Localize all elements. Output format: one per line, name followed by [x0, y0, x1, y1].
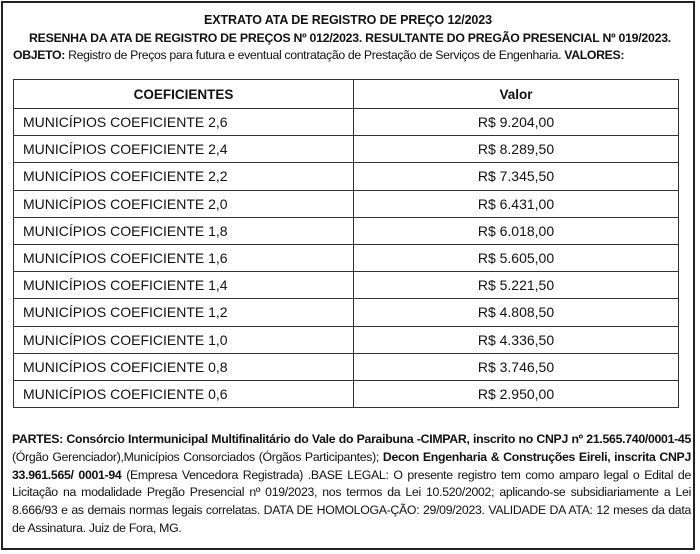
table-row [14, 326, 679, 353]
partes-consorcio: PARTES: Consórcio Intermunicipal Multifinalitário do Vale do Paraibuna -CIMPAR, inscrito no CNPJ nº 21.565.740/0001-45 [12, 432, 691, 446]
valor-cell: R$ 5.605,00 [354, 244, 679, 271]
table-row [14, 136, 679, 163]
table-row [14, 163, 679, 190]
coef-cell: MUNICÍPIOS COEFICIENTE 2,4 [14, 136, 354, 163]
coef-cell: MUNICÍPIOS COEFICIENTE 2,6 [14, 109, 354, 136]
objeto-text: Registro de Preços para futura e eventual contratação de Prestação de Serviços de Engenharia. [65, 48, 565, 62]
valor-cell: R$ 3.746,50 [354, 353, 679, 380]
table-row [14, 244, 679, 271]
coefficients-table [13, 79, 679, 408]
table-row [14, 272, 679, 299]
objeto-line [13, 48, 687, 62]
objeto-label: OBJETO: [13, 48, 65, 62]
coef-cell: MUNICÍPIOS COEFICIENTE 0,8 [14, 353, 354, 380]
valor-cell: R$ 6.018,00 [354, 217, 679, 244]
valor-cell: R$ 4.808,50 [354, 299, 679, 326]
table-row [14, 190, 679, 217]
table-row [14, 353, 679, 380]
partes-text-1: (Órgão Gerenciador),Municípios Consorciados (Órgãos Participantes); [12, 449, 383, 464]
coef-cell: MUNICÍPIOS COEFICIENTE 0,6 [14, 380, 354, 407]
table-row [14, 109, 679, 136]
valor-cell: R$ 7.345,50 [354, 163, 679, 190]
valor-cell: R$ 2.950,00 [354, 380, 679, 407]
partes-empresa: Decon Engenharia & Construções Eireli, inscrita CNPJ 33.961.565/ 0001-94 [12, 449, 691, 482]
valor-cell: R$ 6.431,00 [354, 190, 679, 217]
partes-text-2: (Empresa Vencedora Registrada) .BASE LEGAL: O presente registro tem como amparo legal o Edital de Licitação na modalidade Pregão Presencial nº 019/2023, nos termos da Lei 10.520/2002; aplicando-se subsidiariamente a Lei 8.666/93 e as demais normas legais correlatas. DATA DE HOMOLOGA-ÇÃO: 29/09/2023. VALIDADE DA ATA: 12 meses da data de Assinatura. Juiz de Fora, MG. [12, 467, 691, 535]
coef-cell: MUNICÍPIOS COEFICIENTE 1,0 [14, 326, 354, 353]
document-title: EXTRATO ATA DE REGISTRO DE PREÇO 12/2023 [204, 13, 492, 27]
column-header-valor: Valor [354, 80, 679, 109]
valor-cell: R$ 4.336,50 [354, 326, 679, 353]
coef-cell: MUNICÍPIOS COEFICIENTE 1,8 [14, 217, 354, 244]
table-row [14, 299, 679, 326]
column-header-coeficientes: COEFICIENTES [14, 80, 354, 109]
coef-cell: MUNICÍPIOS COEFICIENTE 2,0 [14, 190, 354, 217]
coef-cell: MUNICÍPIOS COEFICIENTE 1,4 [14, 272, 354, 299]
table-row [14, 217, 679, 244]
valor-cell: R$ 5.221,50 [354, 272, 679, 299]
valor-cell: R$ 8.289,50 [354, 136, 679, 163]
document-subtitle: RESENHA DA ATA DE REGISTRO DE PREÇOS Nº 012/2023. RESULTANTE DO PREGÃO PRESENCIAL Nº 019/2023. [29, 31, 671, 45]
coef-cell: MUNICÍPIOS COEFICIENTE 1,6 [14, 244, 354, 271]
coef-cell: MUNICÍPIOS COEFICIENTE 1,2 [14, 299, 354, 326]
valor-cell: R$ 9.204,00 [354, 109, 679, 136]
table-row [14, 380, 679, 407]
partes-paragraph [12, 431, 691, 538]
table-header-row [14, 80, 679, 109]
valores-label: VALORES: [564, 48, 625, 62]
coef-cell: MUNICÍPIOS COEFICIENTE 2,2 [14, 163, 354, 190]
